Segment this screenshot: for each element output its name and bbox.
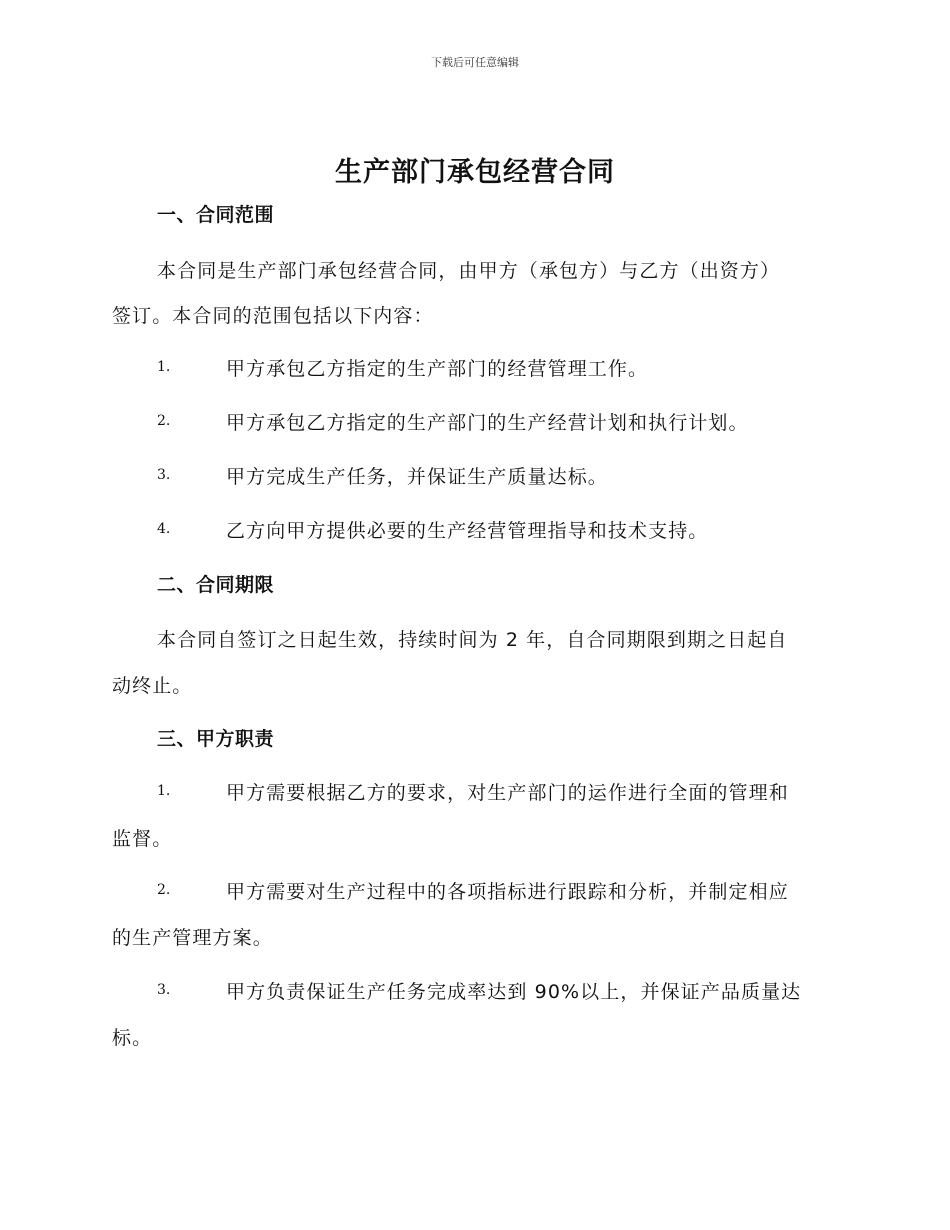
scope-intro-line1: 本合同是生产部门承包经营合同，由甲方（承包方）与乙方（出资方） [157,260,781,282]
duty-item-continuation: 监督。 [112,828,173,850]
section-heading-scope: 一、合同范围 [157,204,275,226]
document-title: 生产部门承包经营合同 [335,157,615,188]
scope-intro-line2: 签订。本合同的范围包括以下内容： [112,305,434,327]
scope-item-text: 甲方承包乙方指定的生产部门的生产经营计划和执行计划。 [226,412,749,434]
scope-item-number: 4. [157,521,171,537]
duty-item-number: 1. [157,783,171,799]
duty-item-continuation: 标。 [112,1027,153,1049]
term-para-line2: 动终止。 [112,675,193,697]
duty-item-continuation: 的生产管理方案。 [112,927,273,949]
scope-item-text: 甲方承包乙方指定的生产部门的经营管理工作。 [226,358,649,380]
scope-item-text: 甲方完成生产任务，并保证生产质量达标。 [226,466,608,488]
term-para-line1: 本合同自签订之日起生效，持续时间为 2 年，自合同期限到期之日起自 [157,629,788,651]
header-note: 下载后可任意编辑 [431,56,519,69]
duty-item-text: 甲方需要对生产过程中的各项指标进行跟踪和分析，并制定相应 [226,881,789,903]
scope-item-number: 2. [157,413,171,429]
duty-item-text: 甲方负责保证生产任务完成率达到 90%以上，并保证产品质量达 [226,981,802,1003]
scope-item-text: 乙方向甲方提供必要的生产经营管理指导和技术支持。 [226,520,709,542]
section-heading-term: 二、合同期限 [157,574,275,596]
duty-item-text: 甲方需要根据乙方的要求，对生产部门的运作进行全面的管理和 [226,782,789,804]
section-heading-duties: 三、甲方职责 [157,728,275,750]
scope-item-number: 1. [157,359,171,375]
duty-item-number: 2. [157,882,171,898]
duty-item-number: 3. [157,982,171,998]
scope-item-number: 3. [157,467,171,483]
